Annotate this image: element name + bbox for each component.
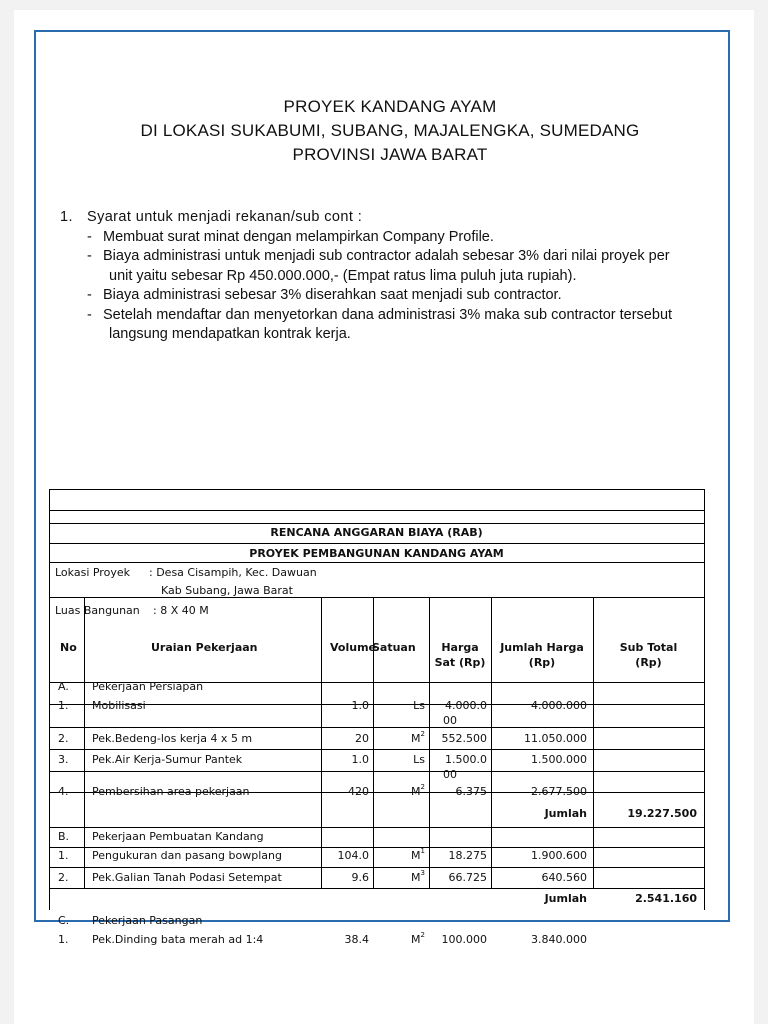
row-satuan bbox=[373, 932, 425, 947]
requirements-heading-text: Syarat untuk menjadi rekanan/sub cont : bbox=[87, 209, 363, 225]
row-no: 1. bbox=[58, 933, 69, 946]
requirements-number: 1. bbox=[60, 209, 73, 225]
row-uraian: Pembersihan area pekerjaan bbox=[92, 785, 250, 798]
table-rule bbox=[49, 489, 704, 490]
table-rule bbox=[49, 867, 704, 868]
col-header-no: No bbox=[60, 641, 77, 654]
requirements-heading bbox=[60, 208, 720, 228]
unit: M bbox=[411, 933, 421, 946]
row-jumlah: 3.840.000 bbox=[531, 933, 587, 946]
row-satuan: Ls bbox=[413, 753, 425, 766]
table-rule bbox=[49, 888, 704, 889]
col-header-harga-2: Sat (Rp) bbox=[434, 656, 486, 669]
row-uraian: Pek.Dinding bata merah ad 1:4 bbox=[92, 933, 264, 946]
row-jumlah: 2.677.500 bbox=[531, 785, 587, 798]
project-province: PROVINSI JAWA BARAT bbox=[292, 145, 488, 164]
col-header-subtotal-2: (Rp) bbox=[635, 656, 662, 669]
total-value: 19.227.500 bbox=[627, 807, 697, 820]
list-item bbox=[60, 247, 720, 286]
table-rule bbox=[49, 749, 704, 750]
row-satuan bbox=[373, 870, 425, 885]
unit-exponent: 2 bbox=[420, 783, 425, 791]
row-volume: 1.0 bbox=[351, 753, 369, 766]
bullet-dash: - bbox=[87, 306, 92, 323]
row-volume: 1.0 bbox=[351, 699, 369, 712]
list-item bbox=[60, 228, 720, 248]
section-title: Pekerjaan Persiapan bbox=[92, 680, 204, 693]
row-harga: 66.725 bbox=[448, 871, 487, 884]
location-value: : Desa Cisampih, Kec. Dawuan bbox=[149, 566, 317, 579]
total-label: Jumlah bbox=[544, 807, 587, 820]
table-rule bbox=[49, 727, 704, 728]
row-jumlah: 1.900.600 bbox=[531, 849, 587, 862]
row-uraian: Pek.Air Kerja-Sumur Pantek bbox=[92, 753, 243, 766]
table-rule bbox=[49, 597, 704, 598]
row-uraian: Mobilisasi bbox=[92, 699, 146, 712]
row-no: 3. bbox=[58, 753, 69, 766]
list-item-text: Setelah mendaftar dan menyetorkan dana administrasi 3% maka sub contractor tersebut bbox=[103, 306, 673, 323]
table-rule bbox=[49, 562, 704, 563]
row-harga: 6.375 bbox=[455, 785, 487, 798]
row-volume: 38.4 bbox=[344, 933, 369, 946]
bullet-dash: - bbox=[87, 248, 92, 264]
list-item bbox=[60, 286, 720, 306]
section-code: B. bbox=[58, 830, 70, 843]
unit-exponent: 2 bbox=[420, 730, 425, 738]
unit: M bbox=[411, 785, 421, 798]
unit-exponent: 3 bbox=[420, 869, 425, 877]
row-satuan bbox=[373, 731, 425, 746]
row-no: 2. bbox=[58, 732, 69, 745]
list-item-continuation: unit yaitu sebesar Rp 450.000.000,- (Empat ratus lima puluh juta rupiah). bbox=[109, 267, 577, 284]
table-rule bbox=[704, 489, 705, 910]
row-uraian: Pengukuran dan pasang bowplang bbox=[92, 849, 282, 862]
list-item-text: Biaya administrasi sebesar 3% diserahkan saat menjadi sub contractor. bbox=[103, 287, 562, 303]
row-harga-wrap: 00 bbox=[443, 768, 457, 781]
rab-title: RENCANA ANGGARAN BIAYA (RAB) bbox=[270, 526, 483, 539]
col-header-harga: Harga bbox=[441, 641, 479, 654]
area-label: Luas Bangunan bbox=[55, 604, 140, 617]
row-harga-wrap: 00 bbox=[443, 714, 457, 727]
row-no: 2. bbox=[58, 871, 69, 884]
col-header-jumlah: Jumlah Harga bbox=[500, 641, 584, 654]
row-harga: 4.000.0 bbox=[445, 699, 487, 712]
unit: M bbox=[411, 871, 421, 884]
row-jumlah: 4.000.000 bbox=[531, 699, 587, 712]
row-no: 1. bbox=[58, 849, 69, 862]
section-code: C. bbox=[58, 914, 70, 927]
table-rule bbox=[49, 543, 704, 544]
row-satuan: Ls bbox=[413, 699, 425, 712]
col-header-uraian: Uraian Pekerjaan bbox=[151, 641, 258, 654]
area-value: : 8 X 40 M bbox=[153, 604, 209, 617]
requirements-list bbox=[60, 228, 720, 345]
col-header-satuan: Satuan bbox=[372, 641, 416, 654]
col-header-subtotal: Sub Total bbox=[619, 641, 678, 654]
list-item bbox=[60, 306, 720, 345]
unit: M bbox=[411, 849, 421, 862]
location-label: Lokasi Proyek bbox=[55, 566, 130, 579]
row-volume: 9.6 bbox=[351, 871, 369, 884]
unit-exponent: 2 bbox=[420, 931, 425, 939]
table-rule bbox=[49, 771, 704, 772]
row-no: 4. bbox=[58, 785, 69, 798]
row-volume: 420 bbox=[348, 785, 369, 798]
location-value-2: Kab Subang, Jawa Barat bbox=[161, 584, 293, 597]
unit: M bbox=[411, 732, 421, 745]
section-code: A. bbox=[58, 680, 69, 693]
project-title: PROYEK KANDANG AYAM bbox=[283, 97, 497, 116]
list-item-text: Membuat surat minat dengan melampirkan Company Profile. bbox=[103, 228, 494, 245]
list-item-continuation: langsung mendapatkan kontrak kerja. bbox=[109, 326, 351, 342]
row-jumlah: 640.560 bbox=[541, 871, 587, 884]
row-uraian: Pek.Bedeng-los kerja 4 x 5 m bbox=[92, 732, 253, 745]
unit-exponent: 1 bbox=[420, 847, 425, 855]
row-volume: 20 bbox=[355, 732, 369, 745]
row-jumlah: 11.050.000 bbox=[524, 732, 587, 745]
project-locations: DI LOKASI SUKABUMI, SUBANG, MAJALENGKA, SUMEDANG bbox=[140, 121, 640, 140]
row-harga: 18.275 bbox=[448, 849, 487, 862]
bullet-dash: - bbox=[87, 287, 92, 303]
row-uraian: Pek.Galian Tanah Podasi Setempat bbox=[92, 871, 282, 884]
section-title: Pekerjaan Pembuatan Kandang bbox=[92, 830, 264, 843]
row-harga: 1.500.0 bbox=[445, 753, 487, 766]
rab-subtitle: PROYEK PEMBANGUNAN KANDANG AYAM bbox=[249, 547, 504, 560]
table-rule bbox=[49, 523, 704, 524]
col-header-jumlah-2: (Rp) bbox=[528, 656, 556, 669]
total-value: 2.541.160 bbox=[635, 892, 697, 905]
row-satuan bbox=[373, 848, 425, 863]
row-jumlah: 1.500.000 bbox=[531, 753, 587, 766]
row-satuan bbox=[373, 784, 425, 799]
table-rule bbox=[84, 597, 85, 888]
list-item-text: Biaya administrasi untuk menjadi sub contractor adalah sebesar 3% dari nilai proyek per bbox=[103, 248, 670, 264]
row-no: 1. bbox=[58, 699, 69, 712]
table-rule bbox=[49, 827, 704, 828]
row-harga: 552.500 bbox=[441, 732, 487, 745]
row-volume: 104.0 bbox=[337, 849, 369, 862]
row-harga: 100.000 bbox=[441, 933, 487, 946]
section-title: Pekerjaan Pasangan bbox=[92, 914, 203, 927]
bullet-dash: - bbox=[87, 228, 92, 245]
total-label: Jumlah bbox=[544, 892, 587, 905]
requirements-section bbox=[60, 208, 720, 345]
col-header-volume: Volume bbox=[330, 641, 376, 654]
table-rule bbox=[49, 510, 704, 511]
